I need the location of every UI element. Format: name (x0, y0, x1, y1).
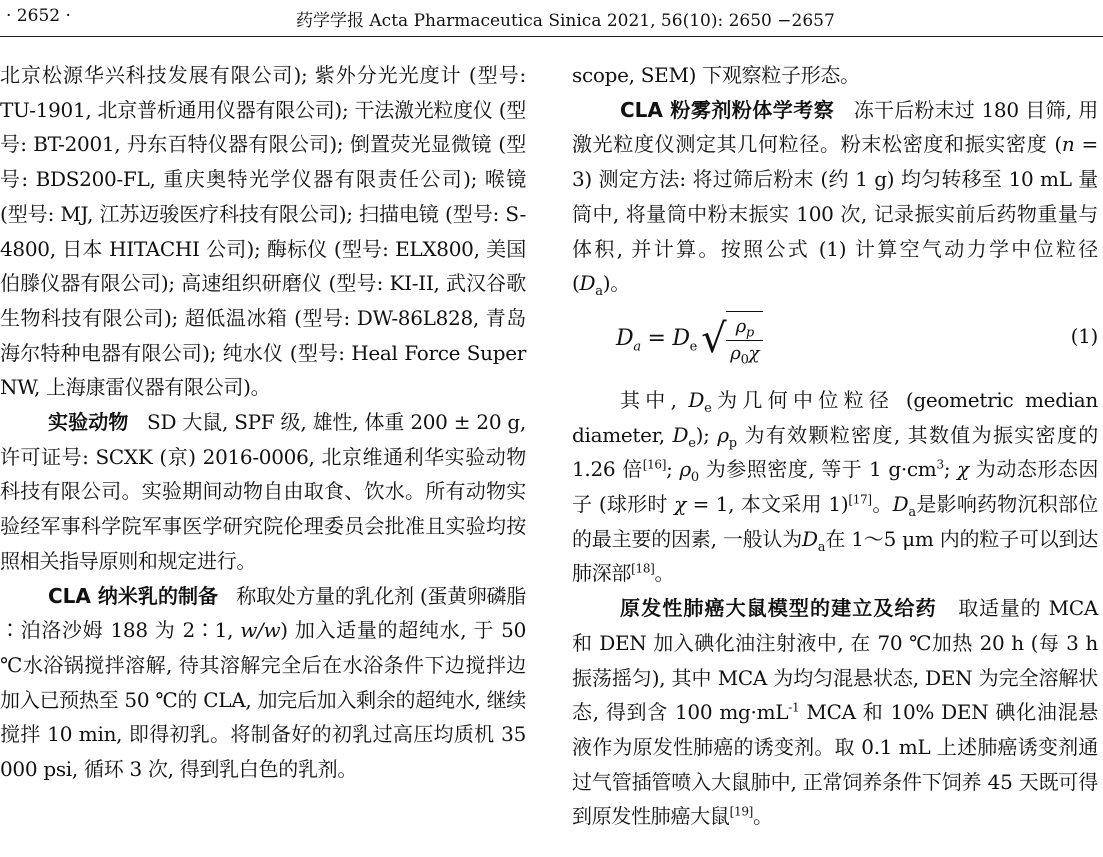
def-sub: 0 (690, 470, 699, 486)
right-column (572, 58, 1098, 834)
eq-rho-0-sub: 0 (740, 352, 749, 368)
def-sub: e (704, 400, 712, 416)
citation-ref: [19] (729, 804, 754, 819)
def-text: 为几何中位粒径 (geometric median diameter, (572, 387, 1099, 447)
nanoemulsion-paragraph (0, 579, 526, 787)
def-text: 为有效颗粒密度, 其数值为振实密度的 1.26 倍 (572, 422, 1098, 482)
experimental-animals-paragraph (0, 405, 526, 579)
citation-ref: [17] (848, 492, 872, 507)
eq-lhs-sub: a (633, 339, 641, 355)
def-var: D (892, 492, 909, 517)
def-sub: e (688, 435, 696, 451)
model-text-a: 取适量的 MCA 和 DEN 加入碘化油注射液中, 在 70 ℃加热 20 h (每 3 h 振荡摇匀), 其中 MCA 为均匀混悬状态, DEN 为完全溶解状态, 得到含 100 mg·mL (572, 596, 1098, 725)
def-text: 为参照密度, 等于 1 g·cm (698, 457, 937, 482)
continuation-line: scope, SEM) 下观察粒子形态。 (572, 63, 860, 87)
def-var: χ (674, 492, 687, 517)
sqrt-sign: √ (701, 315, 727, 362)
def-text: 。 (654, 561, 675, 586)
def-text: 其中, (620, 387, 689, 412)
fraction-denominator (726, 341, 763, 367)
def-text: ); (695, 422, 718, 447)
citation-ref: [18] (631, 561, 655, 576)
powder-text-a: 冻干后粉末过 180 目筛, 用激光粒度仪测定其几何粒径。粉末松密度和振实密度 ( (572, 97, 1098, 157)
eq-de: D (672, 325, 690, 351)
model-text-c: 。 (753, 804, 773, 829)
def-sup: 3 (936, 457, 944, 472)
fraction (726, 314, 763, 367)
radicand (726, 311, 763, 367)
lung-cancer-model-paragraph (572, 591, 1098, 834)
def-sub: a (817, 539, 826, 555)
citation-ref: [16] (642, 457, 667, 472)
def-text: 是影响药物沉积部位的最主要的因素, 一般认为 (572, 492, 1098, 551)
def-text: ; (943, 457, 958, 482)
equation (616, 311, 763, 367)
def-var: χ (957, 457, 969, 482)
def-text: 在 1～5 μm 内的粒子可以到达肺深部 (572, 526, 1098, 586)
section-heading-animals: 实验动物 (48, 410, 129, 435)
eq-chi: χ (748, 342, 760, 364)
section-heading-powder: CLA 粉雾剂粉体学考察 (620, 97, 835, 122)
animals-text: SD 大鼠, SPF 级, 雄性, 体重 200 ± 20 g, 许可证号: SCXK (京) 2016-0006, 北京维通利华实验动物科技有限公司。实验期间动物自由取食、饮水。所有动物实验经军事科学院军事医学研究院伦理委员会批准且实验均按照相关指导原则和规定进行。 (0, 410, 526, 573)
eq-rho-p-sub: p (745, 325, 754, 341)
eq-rho-0: ρ (730, 342, 741, 364)
page-number: · 2652 · (6, 6, 71, 26)
def-var: D (802, 526, 818, 551)
eq-de-sub: e (689, 339, 698, 355)
def-var: D (688, 387, 705, 412)
fraction-numerator (726, 314, 763, 341)
journal-citation: 药学学报 Acta Pharmaceutica Sinica 2021, 56(10): 2650 −2657 (296, 11, 835, 31)
model-text-b: MCA 和 10% DEN 碘化油混悬液作为原发性肺癌的诱变剂。取 0.1 mL 上述肺癌诱变剂通过气管插管喷入大鼠肺中, 正常饲养条件下饲养 45 天既可得到原发性肺癌大鼠 (572, 700, 1098, 829)
equation-block (572, 301, 1098, 383)
nanoemulsion-text-a: 称取处方量的乳化剂 (蛋黄卵磷脂∶泊洛沙姆 188 为 2∶1, (0, 583, 526, 643)
eq-rho-p: ρ (735, 315, 746, 337)
variable-definition-paragraph (572, 383, 1098, 591)
nanoemulsion-text-b: ) 加入适量的超纯水, 于 50 ℃水浴锅搅拌溶解, 待其溶解完全后在水浴条件下边搅拌边加入已预热至 50 ℃的 CLA, 加完后加入剩余的超纯水, 继续搅拌 10 min, 即得初乳。将制备好的初乳过高压均质机 35 000 psi, 循环 3 次, 得到乳白色的乳剂。 (0, 618, 526, 782)
sample-size-var: n (1061, 132, 1075, 157)
eq-lhs: D (616, 325, 634, 351)
def-sub: p (728, 435, 737, 451)
def-var: ρ (717, 422, 729, 447)
powder-text-c: )。 (602, 271, 630, 296)
unit-sup: -1 (788, 700, 800, 715)
instrument-list-paragraph: 北京松源华兴科技发展有限公司); 紫外分光光度计 (型号: TU-1901, 北京普析通用仪器有限公司); 干法激光粒度仪 (型号: BT-2001, 丹东百特仪器有限公司); 倒置荧光显微镜 (型号: BDS200-FL, 重庆奥特光学仪器有限责任公司); 喉镜 (型号: MJ, 江苏迈骏医疗科技有限公司); 扫描电镜 (型号: S-4800, 日本 HITACHI 公司); 酶标仪 (型号: ELX800, 美国伯滕仪器有限公司); 高速组织研磨仪 (型号: KI-II, 武汉谷歌生物科技有限公司); 超低温冰箱 (型号: DW-86L828, 青岛海尔特种电器有限公司); 纯水仪 (型号: Heal Force Super NW, 上海康雷仪器有限公司)。 (0, 63, 526, 400)
def-sub: a (908, 505, 916, 521)
equation-number: (1) (1070, 323, 1098, 348)
left-column (0, 58, 526, 787)
section-heading-model: 原发性肺癌大鼠模型的建立及给药 (620, 596, 937, 621)
def-text: 。 (871, 492, 893, 517)
var-sub: a (595, 284, 603, 300)
def-var: D (672, 422, 689, 447)
def-var: ρ (679, 457, 691, 482)
var-d: D (579, 271, 596, 296)
powder-characterization-paragraph (572, 93, 1098, 301)
powder-text-b: = 3) 测定方法: 将过筛后粉末 (约 1 g) 均匀转移至 10 mL 量筒中, 将量筒中粉末振实 100 次, 记录振实前后药物重量与体积, 并计算。按照公式 (1) 计算空气动力学中位粒径 ( (572, 132, 1098, 296)
def-text: 为动态形态因子 (球形时 (572, 457, 1099, 517)
page-header (0, 0, 1103, 37)
def-text: = 1, 本文采用 1) (686, 492, 849, 517)
def-text: ; (666, 457, 680, 482)
section-heading-nanoemulsion: CLA 纳米乳的制备 (48, 583, 219, 608)
ratio-unit: w/w (240, 618, 281, 643)
eq-equals: = (640, 325, 673, 351)
